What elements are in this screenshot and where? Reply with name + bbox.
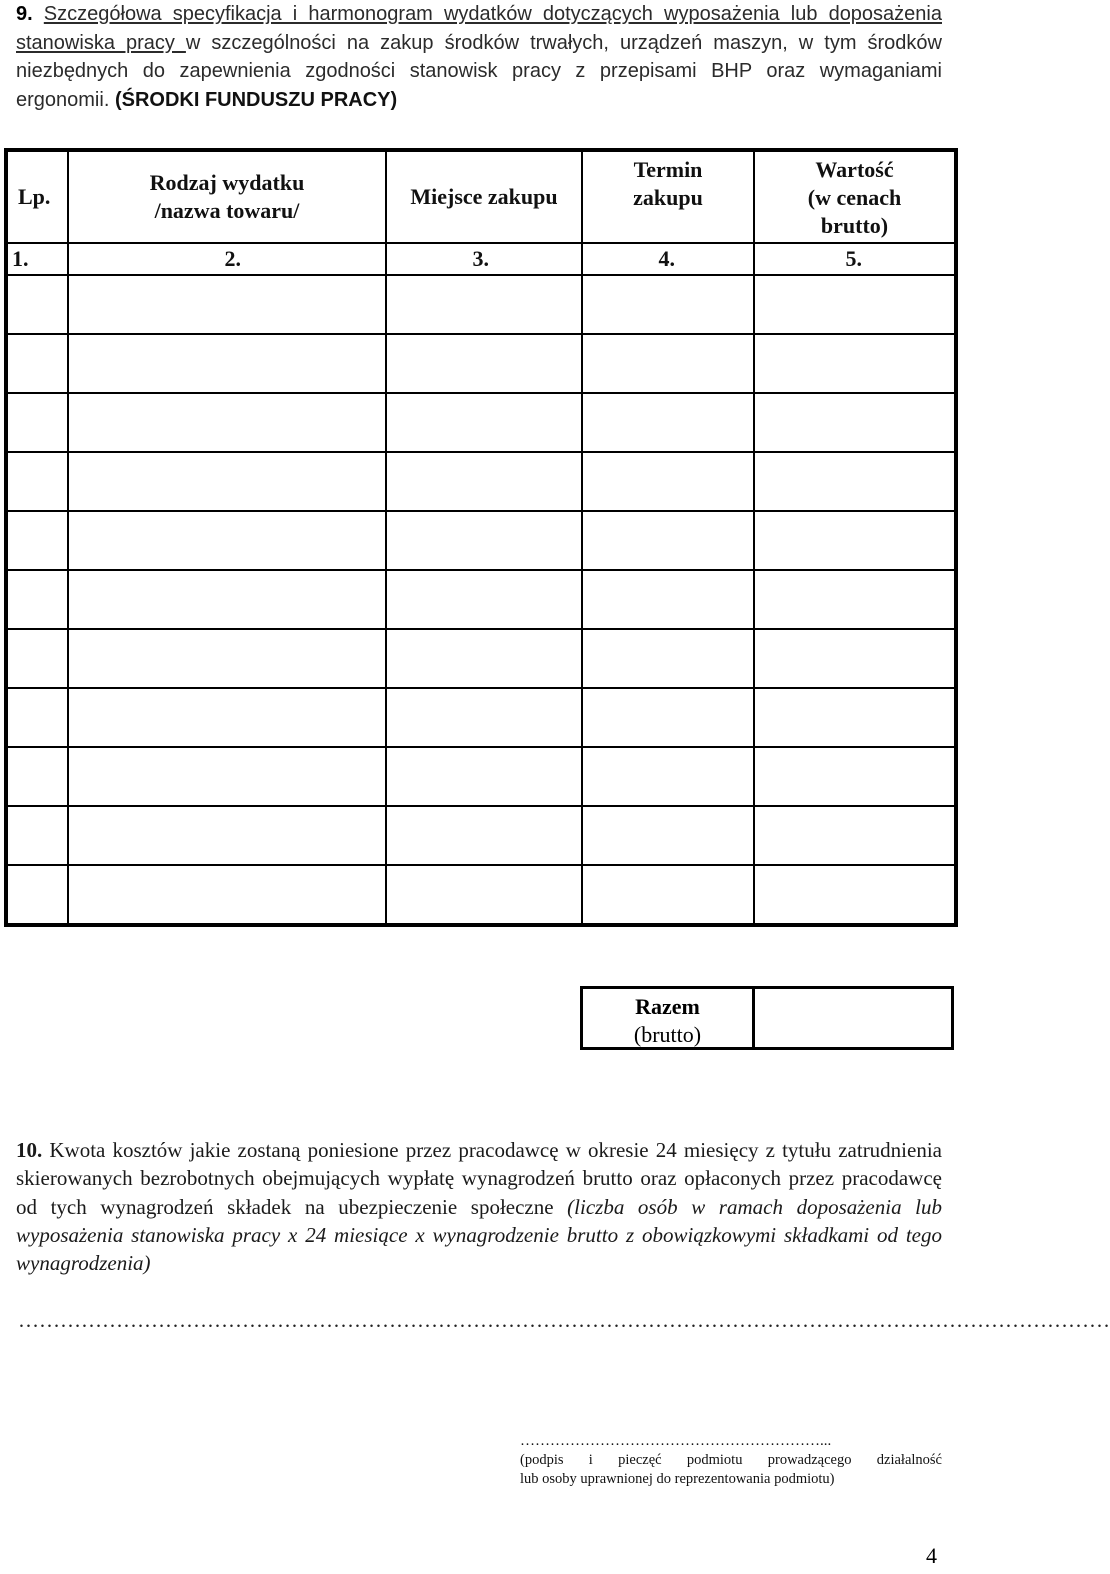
header-termin-zakupu: Termin zakupu <box>582 150 754 243</box>
section-9-fund-note: (ŚRODKI FUNDUSZU PRACY) <box>114 88 398 111</box>
cell-miejsce[interactable] <box>386 688 582 747</box>
page-number: 4 <box>926 1543 937 1568</box>
cell-rodzaj[interactable] <box>68 747 386 806</box>
cell-termin[interactable] <box>582 747 754 806</box>
table-row <box>6 334 956 393</box>
section-10-text: Kwota kosztów jakie zostaną poniesione przez pracodawcę w okresie 24 miesięcy z tytułu zatrudnienia skierowanych bezrobotnych obejmujących wypłatę wynagrodzeń brutto oraz opłaconych przez pracodawcę od tych wynagrodzeń składek na ubezpieczenie społeczne <box>16 1138 942 1219</box>
cell-lp[interactable] <box>6 747 68 806</box>
cell-miejsce[interactable] <box>386 865 582 925</box>
cell-miejsce[interactable] <box>386 806 582 865</box>
cell-rodzaj[interactable] <box>68 334 386 393</box>
cell-lp[interactable] <box>6 334 68 393</box>
cell-wartosc[interactable] <box>754 393 956 452</box>
table-row <box>6 570 956 629</box>
cell-rodzaj[interactable] <box>68 570 386 629</box>
signature-line[interactable]: ……………………………………………………... <box>520 1433 832 1449</box>
cell-termin[interactable] <box>582 511 754 570</box>
cell-rodzaj[interactable] <box>68 688 386 747</box>
cell-wartosc[interactable] <box>754 334 956 393</box>
cell-miejsce[interactable] <box>386 275 582 334</box>
column-number: 5. <box>754 243 956 275</box>
table-row <box>6 806 956 865</box>
total-label: Razem <box>635 994 700 1019</box>
cell-termin[interactable] <box>582 688 754 747</box>
cell-termin[interactable] <box>582 393 754 452</box>
signature-caption-line-2: lub osoby uprawnionej do reprezentowania podmiotu) <box>520 1471 835 1487</box>
cell-wartosc[interactable] <box>754 570 956 629</box>
section-10-number: 10. <box>16 1138 43 1162</box>
cell-rodzaj[interactable] <box>68 393 386 452</box>
table-column-number-row <box>6 243 956 275</box>
amount-fill-line[interactable]: ………………………………………………………………………………………………………………………………………… <box>18 1308 1110 1332</box>
total-gross-value-cell[interactable] <box>755 989 951 1047</box>
cell-lp[interactable] <box>6 570 68 629</box>
cell-rodzaj[interactable] <box>68 629 386 688</box>
total-gross-box <box>580 986 954 1050</box>
section-10-paragraph <box>16 1136 942 1277</box>
cell-termin[interactable] <box>582 629 754 688</box>
table-row <box>6 511 956 570</box>
cell-wartosc[interactable] <box>754 629 956 688</box>
cell-rodzaj[interactable] <box>68 865 386 925</box>
table-header-row <box>6 150 956 243</box>
cell-rodzaj[interactable] <box>68 452 386 511</box>
cell-lp[interactable] <box>6 393 68 452</box>
signature-block <box>520 1432 942 1489</box>
cell-miejsce[interactable] <box>386 570 582 629</box>
cell-lp[interactable] <box>6 865 68 925</box>
cell-lp[interactable] <box>6 275 68 334</box>
table-row <box>6 688 956 747</box>
cell-termin[interactable] <box>582 452 754 511</box>
total-brutto-label: (brutto) <box>633 1022 702 1047</box>
column-number: 2. <box>68 243 386 275</box>
section-9-heading <box>16 0 942 114</box>
table-row <box>6 275 956 334</box>
cell-miejsce[interactable] <box>386 629 582 688</box>
section-9-text: w szczególności na zakup środków trwałych, urządzeń maszyn, w tym środków niezbędnych do zapewnienia zgodności stanowisk pracy z przepisami BHP oraz wymaganiami ergonomii. <box>16 31 942 111</box>
cell-termin[interactable] <box>582 334 754 393</box>
cell-miejsce[interactable] <box>386 334 582 393</box>
cell-lp[interactable] <box>6 452 68 511</box>
signature-caption-line-1: (podpis i pieczęć podmiotu prowadzącego działalność <box>520 1452 942 1468</box>
cell-termin[interactable] <box>582 865 754 925</box>
section-9-number: 9. <box>16 3 33 25</box>
column-number: 1. <box>6 243 68 275</box>
cell-wartosc[interactable] <box>754 511 956 570</box>
cell-wartosc[interactable] <box>754 688 956 747</box>
header-lp: Lp. <box>6 150 68 243</box>
cell-lp[interactable] <box>6 806 68 865</box>
table-row <box>6 865 956 925</box>
cell-lp[interactable] <box>6 629 68 688</box>
cell-rodzaj[interactable] <box>68 806 386 865</box>
cell-wartosc[interactable] <box>754 806 956 865</box>
cell-wartosc[interactable] <box>754 452 956 511</box>
cell-termin[interactable] <box>582 806 754 865</box>
column-number: 3. <box>386 243 582 275</box>
cell-rodzaj[interactable] <box>68 275 386 334</box>
section-9-underlined-text: Szczegółowa specyfikacja i harmonogram wydatków dotyczących wyposażenia lub doposażenia stanowiska pracy <box>16 3 942 54</box>
cell-rodzaj[interactable] <box>68 511 386 570</box>
table-row <box>6 393 956 452</box>
cell-lp[interactable] <box>6 511 68 570</box>
expense-specification-table <box>4 148 958 927</box>
table-row <box>6 452 956 511</box>
header-wartosc: Wartość (w cenach brutto) <box>754 150 956 243</box>
section-10-formula: (liczba osób w ramach doposażenia lub wyposażenia stanowiska pracy x 24 miesiące x wynagrodzenie brutto z obowiązkowymi składkami od tego wynagrodzenia) <box>16 1194 943 1276</box>
header-rodzaj-wydatku: Rodzaj wydatku /nazwa towaru/ <box>68 150 386 243</box>
cell-termin[interactable] <box>582 275 754 334</box>
cell-miejsce[interactable] <box>386 452 582 511</box>
total-gross-label <box>583 989 755 1047</box>
table-row <box>6 747 956 806</box>
cell-lp[interactable] <box>6 688 68 747</box>
header-miejsce-zakupu: Miejsce zakupu <box>386 150 582 243</box>
cell-miejsce[interactable] <box>386 747 582 806</box>
cell-wartosc[interactable] <box>754 865 956 925</box>
cell-miejsce[interactable] <box>386 393 582 452</box>
table-row <box>6 629 956 688</box>
cell-termin[interactable] <box>582 570 754 629</box>
cell-wartosc[interactable] <box>754 747 956 806</box>
column-number: 4. <box>582 243 754 275</box>
cell-wartosc[interactable] <box>754 275 956 334</box>
cell-miejsce[interactable] <box>386 511 582 570</box>
